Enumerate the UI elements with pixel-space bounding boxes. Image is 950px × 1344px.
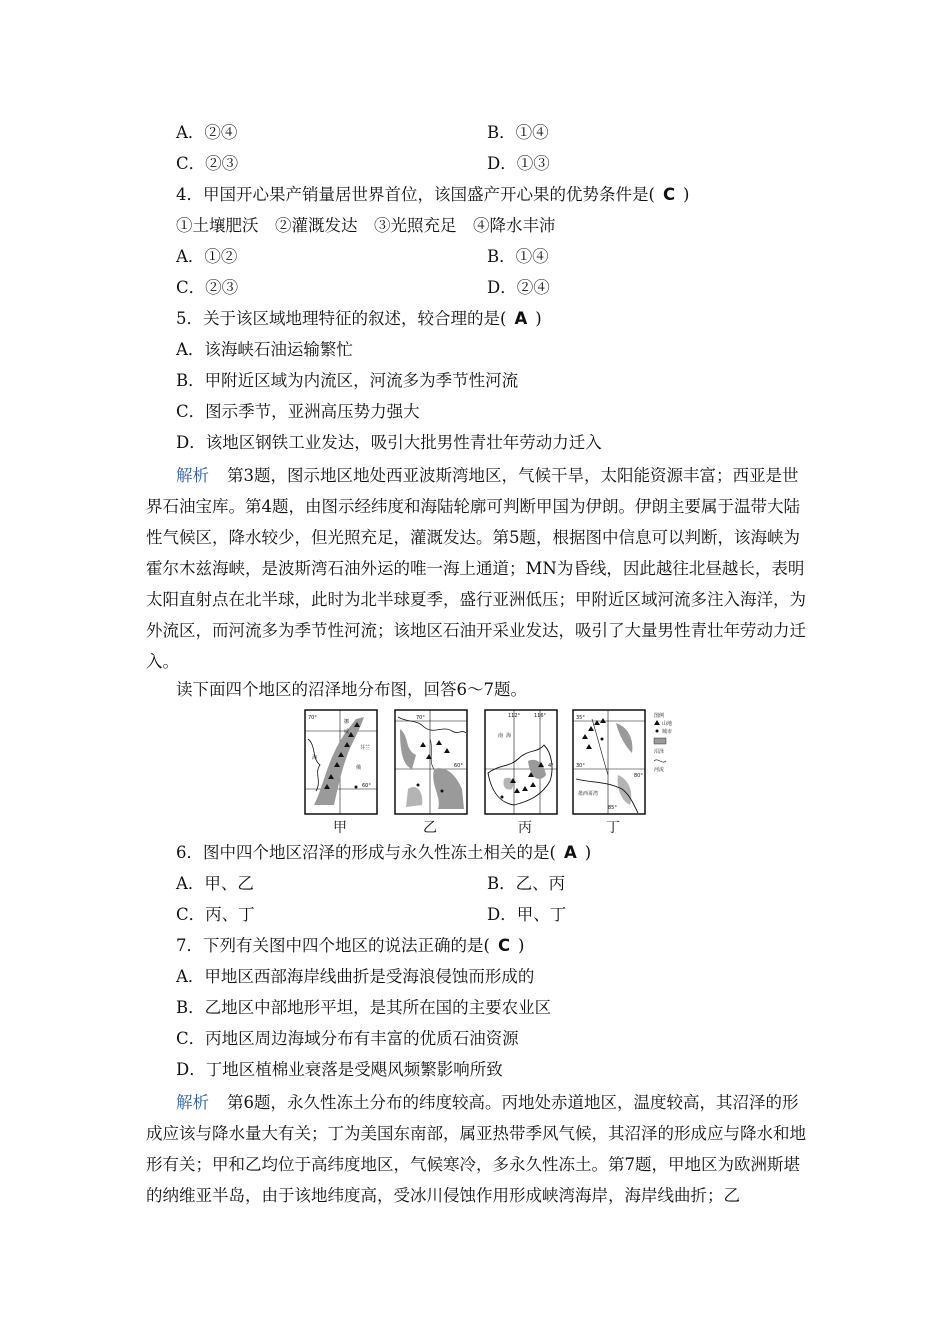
figure-intro: 读下面四个地区的沼泽地分布图，回答6～7题。 <box>176 680 527 699</box>
q5-answer: A <box>514 309 528 328</box>
map-yi-text-1: 60° <box>454 763 463 769</box>
q6-option-a: A．甲、乙 <box>176 874 254 893</box>
legend-mountain-icon <box>654 720 660 725</box>
q3-option-d: D．①③ <box>487 154 550 173</box>
q5-stem-text: 5．关于该区域地理特征的叙述，较合理的是( <box>176 309 507 328</box>
q6-stem <box>176 843 591 863</box>
q5-stem-close: ) <box>535 309 542 328</box>
q3-option-a: A．②④ <box>176 123 238 142</box>
q6-option-b: B．乙、丙 <box>487 874 566 893</box>
q7-option-b: B．乙地区中部地形平坦，是其所在国的主要农业区 <box>176 998 552 1017</box>
q4-option-d: D．②④ <box>487 278 550 297</box>
q4-stem-close: ) <box>683 185 690 204</box>
legend-city-icon <box>656 730 659 733</box>
map-ding-text-1: 30° <box>576 763 585 769</box>
q6-option-c: C．丙、丁 <box>176 905 255 924</box>
map-jia-text-4: 俄 <box>356 765 362 771</box>
map-bing-text-2: 南 <box>498 733 504 739</box>
q7-answer: C <box>497 936 511 955</box>
map-bing-text-1: 116° <box>534 713 547 719</box>
q5-option-a: A．该海峡石油运输繁忙 <box>176 340 353 359</box>
q3-option-c: C．②③ <box>176 154 239 173</box>
legend-title: 图例 <box>654 713 665 719</box>
map-jia-text-0: 70° <box>308 715 317 721</box>
q4-stem <box>176 185 689 205</box>
map-jia-text-5: 海 <box>312 755 318 761</box>
map-label-jia: 甲 <box>333 820 347 836</box>
map-label-bing: 丙 <box>518 820 532 836</box>
q4-stem-text: 4．甲国开心果产销量居世界首位，该国盛产开心果的优势条件是( <box>176 185 655 204</box>
q4-answer: C <box>662 185 676 204</box>
q5-stem <box>176 309 542 329</box>
legend-river: 河流 <box>654 767 665 773</box>
q7-stem <box>176 936 524 956</box>
swamp-maps-figure <box>304 709 688 815</box>
legend-river-icon <box>654 760 666 762</box>
map-label-ding: 丁 <box>606 820 620 836</box>
map-label-yi: 乙 <box>423 820 437 836</box>
map-bing-text-4: 4° <box>548 763 554 769</box>
map-jia-text-1: 挪 <box>344 719 350 725</box>
q4-option-a: A．①② <box>176 247 238 266</box>
q7-option-a: A．甲地区西部海岸线曲折是受海浪侵蚀而形成的 <box>176 967 535 986</box>
q4-option-b: B．①④ <box>487 247 549 266</box>
legend-mountain: 山地 <box>662 721 673 727</box>
q7-stem-close: ) <box>518 936 525 955</box>
legend-swamp: 沼泽 <box>654 749 665 755</box>
map-ding-text-4: 80° <box>634 773 643 779</box>
analysis-1-text: 第3题，图示地区地处西亚波斯湾地区，气候干旱，太阳能资源丰富；西亚是世界石油宝库。第4题，由图示经纬度和海陆轮廓可判断甲国为伊朗。伊朗主要属于温带大陆性气候区，降水较少，但光照充足，灌溉发达。第5题，根据图中信息可以判断，该海峡为霍尔木兹海峡，是波斯湾石油外运的唯一海上通道；MN为昏线，因此越往北昼越长，表明太阳直射点在北半球，此时为北半球夏季，盛行亚洲低压；甲附近区域河流多注入海洋，为外流区，而河流多为季节性河流；该地区石油开采业发达，吸引了大量男性青壮年劳动力迁入。 <box>146 466 806 671</box>
q5-option-c: C．图示季节，亚洲高压势力强大 <box>176 402 420 421</box>
map-jia-text-3: 芬兰 <box>360 745 371 751</box>
map-yi <box>395 710 467 814</box>
map-jia-text-2: 威 <box>344 729 350 735</box>
map-bing-text-3: 海 <box>506 733 512 739</box>
q6-option-d: D．甲、丁 <box>487 905 567 924</box>
map-jia-text-6: 60° <box>362 783 371 789</box>
q6-stem-text: 6．图中四个地区沼泽的形成与永久性冻土相关的是( <box>176 843 556 862</box>
analysis-2-text: 第6题，永久性冻土分布的纬度较高。丙地处赤道地区，温度较高，其沼泽的形成应该与降水量大有关；丁为美国东南部，属亚热带季风气候，其沼泽的形成应与降水和地形有关；甲和乙均位于高纬度地区，气候寒冷，多永久性冻土。第7题，甲地区为欧洲斯堪的纳维亚半岛，由于该地纬度高，受冰川侵蚀作用形成峡湾海岸，海岸线曲折；乙 <box>146 1093 806 1205</box>
q7-option-c: C．丙地区周边海域分布有丰富的优质石油资源 <box>176 1029 519 1048</box>
analysis-1 <box>146 460 811 677</box>
q5-option-d: D．该地区钢铁工业发达，吸引大批男性青壮年劳动力迁入 <box>176 433 602 452</box>
map-bing-text-0: 112° <box>508 713 521 719</box>
map-ding-text-2: 墨西哥湾 <box>578 791 599 797</box>
q7-stem-text: 7．下列有关图中四个地区的说法正确的是( <box>176 936 490 955</box>
legend-swamp-icon <box>654 738 666 744</box>
analysis-2 <box>146 1087 811 1211</box>
map-ding-text-3: 85° <box>608 805 617 811</box>
q4-option-c: C．②③ <box>176 278 239 297</box>
q6-stem-close: ) <box>584 843 592 862</box>
map-legend <box>654 712 672 773</box>
map-yi-text-0: 70° <box>416 715 425 721</box>
q6-answer: A <box>563 843 577 862</box>
map-ding-text-0: 35° <box>576 715 585 721</box>
legend-city: 城市 <box>662 729 673 735</box>
analysis-2-label: 解析 <box>176 1093 209 1112</box>
q3-option-b: B．①④ <box>487 123 549 142</box>
analysis-1-label: 解析 <box>176 466 209 485</box>
q4-items: ①土壤肥沃 ②灌溉发达 ③光照充足 ④降水丰沛 <box>176 216 556 235</box>
q5-option-b: B．甲附近区域为内流区，河流多为季节性河流 <box>176 371 519 390</box>
q7-option-d: D．丁地区植棉业衰落是受飓风频繁影响所致 <box>176 1060 503 1079</box>
map-ding <box>573 710 645 814</box>
map-bing <box>485 710 557 814</box>
map-jia <box>305 710 377 814</box>
